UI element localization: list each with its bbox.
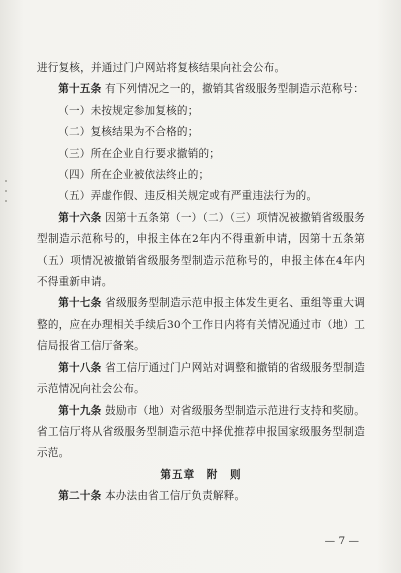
page-content xyxy=(37,58,365,508)
article-15-item-1: （一）未按规定参加复核的； xyxy=(58,104,199,117)
article-18: 第十八条 省工信厅通过门户网站对调整和撤销的省级服务型制造示范情况向社会公布。 xyxy=(37,361,365,396)
article-15-item-3: （三）所在企业自行要求撤销的； xyxy=(58,147,221,160)
article-15: 第十五条 有下列情况之一的，撤销其省级服务型制造示范称号： xyxy=(58,83,365,96)
binding-marks xyxy=(5,180,8,220)
article-17: 第十七条 省级服务型制造示范申报主体发生更名、重组等重大调整的，应在办理相关手续后30个工作日内将有关情况通过市（地）工信局报省工信厅备案。 xyxy=(37,297,365,353)
chapter-title: 第五章 附 则 xyxy=(160,468,242,481)
article-20: 第二十条 本办法由省工信厅负责解释。 xyxy=(58,490,246,503)
article-15-item-2: （二）复核结果为不合格的； xyxy=(58,126,199,139)
article-15-item-4: （四）所在企业被依法终止的； xyxy=(58,169,210,182)
article-15-item-5: （五）弄虚作假、违反相关规定或有严重违法行为的。 xyxy=(58,190,318,203)
article-16: 第十六条 因第十五条第（一）（二）（三）项情况被撤销省级服务型制造示范称号的，申报主体在2年内不得重新申请，因第十五条第（五）项情况被撤销省级服务型制造示范称号的，申报主体在4年内不得重新申请。 xyxy=(37,211,365,289)
page-number: — 7 — xyxy=(324,535,359,547)
paragraph-continuation: 进行复核，并通过门户网站将复核结果向社会公布。 xyxy=(37,62,286,74)
article-19: 第十九条 鼓励市（地）对省级服务型制造示范进行支持和奖励。省工信厅将从省级服务型制造示范中择优推荐申报国家级服务型制造示范。 xyxy=(37,404,365,460)
